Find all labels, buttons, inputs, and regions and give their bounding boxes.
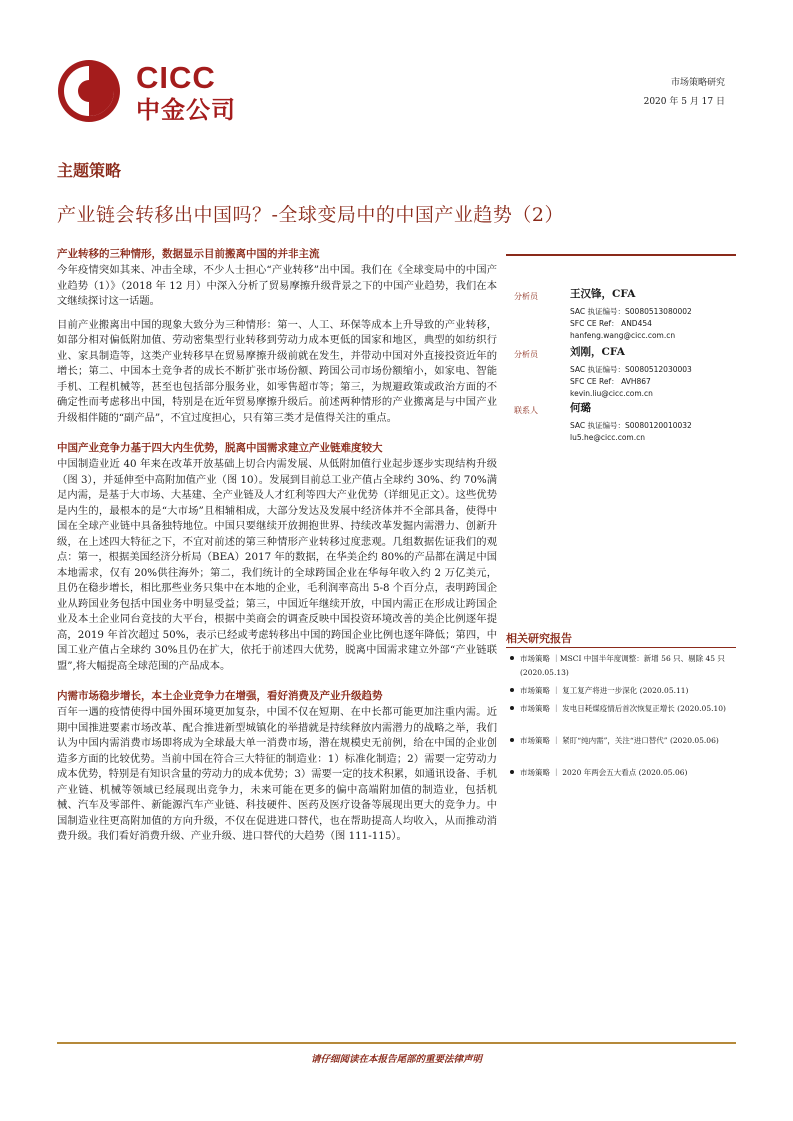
analyst-email[interactable]: lu5.he@cicc.com.cn: [570, 433, 645, 442]
analyst-sac: SAC 执证编号：S0080513080002: [570, 307, 692, 316]
related-report-text: 市场策略 ｜ 紧盯“纯内需”，关注“进口替代” (2020.05.06): [520, 736, 719, 745]
logo-text-en: CICC: [136, 60, 216, 95]
bullet-icon: [510, 656, 514, 660]
page-title: 产业链会转移出中国吗？-全球变局中的中国产业趋势（2）: [57, 204, 565, 226]
analyst-email[interactable]: kevin.liu@cicc.com.cn: [570, 389, 653, 398]
body-paragraph: 中国制造业近 40 年来在改革开放基础上切合内需发展、从低附加值行业起步逐步实现结构升级（图 3），并延伸至中高附加值产业（图 10）。发展到目前总工业产值占全球约 30%、约 70%满足内需，是基于大市场、大基建、全产业链及人才红利等四大产业优势（详细见正文）。这些优势是内生的，最根本的是“大市场”且相辅相成，大部分发达及发展中经济体并不全部具备，使得中国在全球产业链中具备独特地位。中国只要继续开放拥抱世界、持续改革发掘内需潜力、创新升级，在上述四大特征之下，不宜对前述的第三种情形产业转移过度悲观。几组数据佐证我们的观点：第一，根据美国经济分析局（BEA）2017 年的数据，在华美企约 80%的产品都在满足中国本地需求，仅有 20%供往海外；第二，我们统计的全球跨国企业在华每年收入约 2 万亿美元，且仍在稳步增长，相比那些业务只集中在本地的企业，毛利润率高出 5-8 个百分点，表明跨国企业从跨国业务包括中国业务中明显受益；第三，中国近年继续开放，中国内需正在形成让跨国企业及本土企业同台竞技的大平台，根据中美商会的调查反映中国投资环境改善的美企比例逐年提高，2019 年首次超过 50%，表示已经或考虑转移出中国的跨国企业比例也逐年降低；第四，中国工业产值占全球约 30%且仍在扩大，依托于前述四大优势，脱离中国需求建立外部“产业链联盟”,将大幅提高全球范围的产品成本。: [57, 458, 497, 672]
related-report-text: 市场策略 ｜ 复工复产将进一步深化 (2020.05.11): [520, 686, 689, 695]
analyst-sfc: SFC CE Ref： AVH867: [570, 377, 651, 386]
section-3: [57, 688, 497, 845]
related-report-item[interactable]: [510, 766, 736, 780]
sidebar-rule: [506, 254, 736, 256]
cicc-logo: [56, 58, 246, 124]
report-type: 市场策略研究: [670, 78, 725, 88]
bullet-icon: [510, 738, 514, 742]
analyst-role: 分析员: [514, 292, 538, 301]
related-report-text: 市场策略 ｜ 发电日耗煤疫情后首次恢复正增长 (2020.05.10): [520, 704, 726, 713]
logo-text-cn: 中金公司: [136, 96, 236, 124]
cicc-logo-mark-icon: [56, 58, 122, 124]
bullet-icon: [510, 770, 514, 774]
analyst-sfc: SFC CE Ref： AND454: [570, 319, 652, 328]
analyst-role: 联系人: [514, 406, 538, 415]
report-date: 2020 年 5 月 17 日: [643, 97, 725, 107]
section-1: [57, 246, 497, 426]
analyst-name: 何璐: [570, 402, 591, 414]
section-heading: 内需市场稳步增长，本土企业竞争力在增强，看好消费及产业升级趋势: [57, 690, 383, 702]
related-reports-rule: [506, 647, 736, 648]
header-meta: [644, 74, 725, 112]
analyst-sac: SAC 执证编号：S0080120010032: [570, 421, 692, 430]
related-report-item[interactable]: [510, 734, 736, 748]
section-heading: 中国产业竞争力基于四大内生优势，脱离中国需求建立产业链难度较大: [57, 442, 383, 454]
body-paragraph: 百年一遇的疫情使得中国外围环境更加复杂，中国不仅在短期、在中长都可能更加注重内需。近期中国推进要素市场改革、配合推进新型城镇化的举措就是持续释放内需潜力的战略之举，我们认为中国内需消费市场即将成为全球最大单一消费市场，潜在规模史无前例，给在中国的企业创造多方面的比较优势。当前中国在符合三大特征的制造业：1）标准化制造；2）需要一定劳动力成本优势，特别是有知识含量的劳动力的成本优势；3）需要一定的技术积累，如通讯设备、手机产业链、机械等领域已经展现出竞争力，未来可能在更多的偏中高端附加值的制造业，包括机械、汽车及零部件、新能源汽车产业链、科技硬件、医药及医疗设备等展现出更大的竞争力。中国制造业往更高附加值的方向升级，不仅在促进进口替代，也在帮助提高人均收入，从而推动消费升级。我们看好消费升级、产业升级、进口替代的大趋势（图 111-115）。: [57, 706, 497, 842]
analyst-role: 分析员: [514, 350, 538, 359]
related-reports-title: 相关研究报告: [506, 632, 572, 645]
bullet-icon: [510, 706, 514, 710]
section-2: [57, 440, 497, 674]
analyst-email[interactable]: hanfeng.wang@cicc.com.cn: [570, 331, 676, 340]
analyst-name: 王汉锋，CFA: [570, 288, 636, 300]
related-report-item[interactable]: [510, 684, 736, 698]
footer-rule: [57, 1042, 736, 1044]
related-report-item[interactable]: [510, 652, 736, 680]
legal-notice: 请仔细阅读在本报告尾部的重要法律声明: [310, 1054, 482, 1065]
body-paragraph: 目前产业搬离出中国的现象大致分为三种情形：第一、人工、环保等成本上升导致的产业转移，如部分相对偏低附加值、劳动密集型行业转移到劳动力成本更低的国家和地区，典型的如纺织行业、家具制造等，这类产业转移早在贸易摩擦升级前就在发生，并带动中国对外直接投资近年的增长；第二、中国本土竞争者的成长不断扩张市场份额、跨国公司市场份额缩小，如家电、智能手机、工程机械等，甚至也包括部分服务业，如零售超市等；第三，为规避政策或政治方面的不确定性而考虑移出中国，特别是在近年贸易摩擦升级后。前述两种情形的产业搬离是与中国产业升级相伴随的“副产品”，不宜过度担心，只有第三类才是值得关注的重点。: [57, 318, 497, 424]
related-report-text: 市场策略 ｜MSCI 中国半年度调整：新增 56 只、剔除 45 只 (2020.05.13): [520, 654, 725, 677]
analyst-name: 刘刚，CFA: [570, 346, 625, 358]
body-paragraph: 今年疫情突如其来、冲击全球，不少人士担心“产业转移”出中国。我们在《全球变局中的中国产业趋势（1）》（2018 年 12 月）中深入分析了贸易摩擦升级背景之下的中国产业趋势，我们在本文继续探讨这一话题。: [57, 264, 497, 307]
analyst-sac: SAC 执证编号：S0080512030003: [570, 365, 692, 374]
section-tag: 主题策略: [57, 161, 122, 180]
section-heading: 产业转移的三种情形，数据显示目前搬离中国的并非主流: [57, 248, 320, 260]
related-report-item[interactable]: [510, 702, 736, 716]
related-report-text: 市场策略 ｜ 2020 年两会五大看点 (2020.05.06): [520, 768, 688, 777]
bullet-icon: [510, 688, 514, 692]
main-content: [57, 246, 497, 853]
